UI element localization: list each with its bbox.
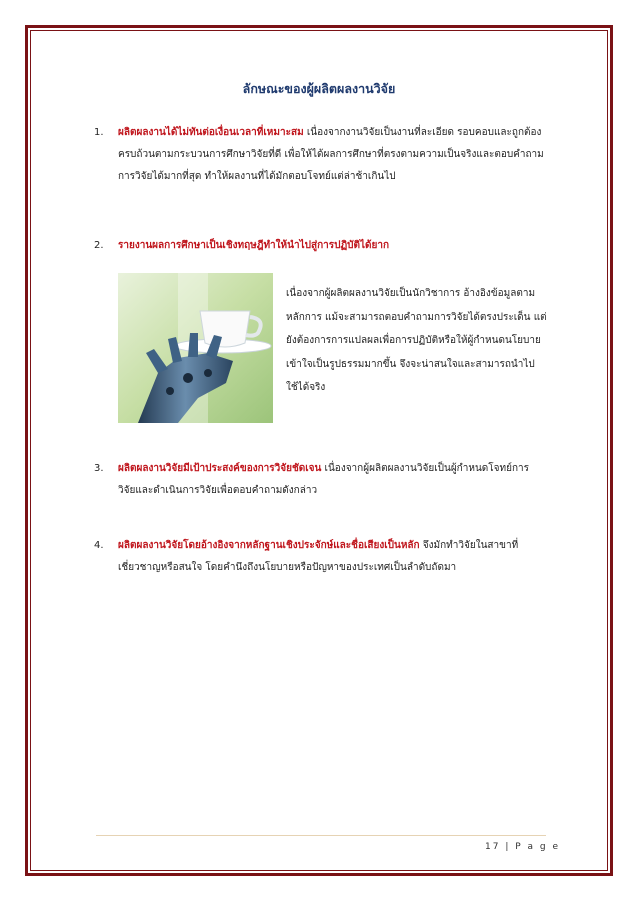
item-body: เนื่องจากงานวิจัยเป็นงานที่ละเอียด รอบคอบและถูกต้องครบถ้วนตามกระบวนการศึกษาวิจัยที่ดี เพื่อให้ได้ผลการศึกษาที่ตรงตามความเป็นจริงและตอบคำถามการวิจัยได้มากที่สุด ทำให้ผลงานที่ได้มักตอบโจทย์แต่ล่าช้าเกินไป: [118, 127, 544, 182]
list-item: [96, 235, 546, 257]
page-number: 17 | P a g e: [485, 842, 560, 852]
item-heading: ผลิตผลงานได้ไม่ทันต่อเงื่อนเวลาที่เหมาะสม: [118, 127, 304, 138]
list-item: [96, 122, 546, 188]
item-number: 1.: [94, 127, 104, 138]
item-number: 2.: [94, 240, 104, 251]
list-item: [96, 458, 546, 502]
item-heading: รายงานผลการศึกษาเป็นเชิงทฤษฎีทำให้นำไปสู่การปฏิบัติได้ยาก: [118, 240, 390, 251]
item-heading: ผลิตผลงานวิจัยมีเป้าประสงค์ของการวิจัยชัดเจน: [118, 463, 322, 474]
item-body: เนื่องจากผู้ผลิตผลงานวิจัยเป็นนักวิชาการ อ้างอิงข้อมูลตามหลักการ แม้จะสามารถตอบคำถามการวิจัยได้ตรงประเด็น แต่ยังต้องการการแปลผลเพื่อการปฏิบัติหรือให้ผู้กำหนดนโยบายเข้าใจเป็นรูปธรรมมากขึ้น จึงจะน่าสนใจและสามารถนำไปใช้ได้จริง: [286, 288, 547, 393]
footer-divider: [96, 835, 546, 836]
list-item: [96, 535, 546, 579]
page-title: ลักษณะของผู้ผลิตผลงานวิจัย: [242, 81, 396, 96]
item-heading: ผลิตผลงานวิจัยโดยอ้างอิงจากหลักฐานเชิงประจักษ์และชื่อเสียงเป็นหลัก: [118, 540, 420, 551]
item-body: จึงมักทำวิจัยในสาขาที่เชี่ยวชาญหรือสนใจ โดยคำนึงถึงนโยบายหรือปัญหาของประเทศเป็นลำดับถัดมา: [118, 540, 519, 573]
item-number: 3.: [94, 463, 104, 474]
item-body: เนื่องจากผู้ผลิตผลงานวิจัยเป็นผู้กำหนดโจทย์การวิจัยและดำเนินการวิจัยเพื่อตอบคำถามดังกล่าว: [118, 463, 529, 496]
robot-hand-teacup-image: [118, 273, 273, 423]
item-number: 4.: [94, 540, 104, 551]
